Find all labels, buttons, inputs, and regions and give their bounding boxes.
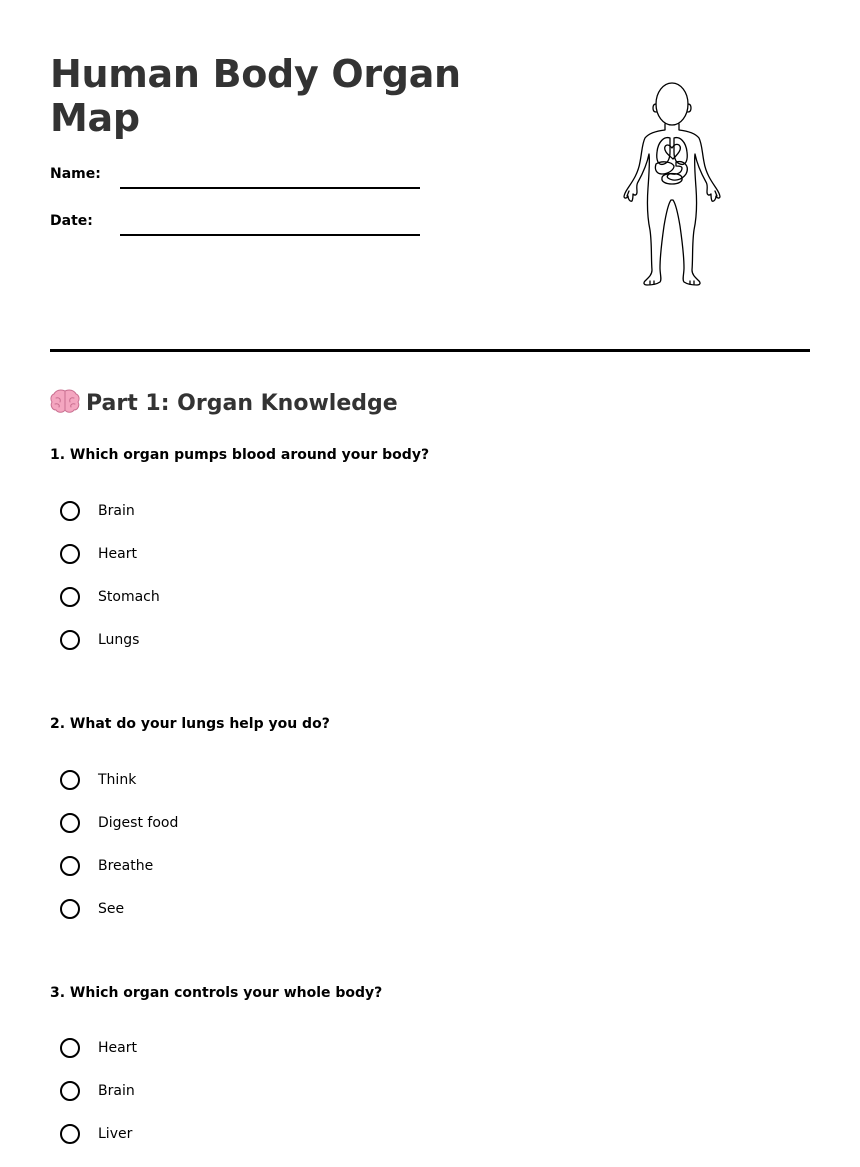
date-field xyxy=(50,207,420,237)
radio-button[interactable] xyxy=(60,501,80,521)
section-title-part-1 xyxy=(50,388,398,420)
question-3-options xyxy=(60,1038,360,1167)
radio-button[interactable] xyxy=(60,813,80,833)
question-3-option-2[interactable] xyxy=(60,1081,360,1124)
question-3 xyxy=(50,983,810,1142)
option-label: Digest food xyxy=(98,815,179,831)
question-1-option-3[interactable] xyxy=(60,587,360,630)
question-2 xyxy=(50,714,810,917)
option-label: Breathe xyxy=(98,858,154,874)
worksheet-title: Human Body Organ Map xyxy=(50,52,461,140)
option-label: See xyxy=(98,901,125,917)
question-2-option-4[interactable] xyxy=(60,899,360,942)
worksheet-header xyxy=(50,0,810,416)
question-1-option-4[interactable] xyxy=(60,630,360,673)
radio-button[interactable] xyxy=(60,1038,80,1058)
radio-button[interactable] xyxy=(60,856,80,876)
question-2-options xyxy=(60,770,360,942)
question-2-option-1[interactable] xyxy=(60,770,360,813)
question-1-option-1[interactable] xyxy=(60,501,360,544)
name-write-line[interactable] xyxy=(120,187,420,189)
date-label: Date: xyxy=(50,213,93,229)
human-body-illustration xyxy=(612,78,732,290)
section-title-text: Part 1: Organ Knowledge xyxy=(86,391,398,416)
question-1-option-2[interactable] xyxy=(60,544,360,587)
radio-button[interactable] xyxy=(60,630,80,650)
question-2-text: 2. What do your lungs help you do? xyxy=(50,716,330,732)
option-label: Heart xyxy=(98,546,137,562)
option-label: Brain xyxy=(98,1083,135,1099)
question-1 xyxy=(50,445,810,648)
brain-icon xyxy=(50,388,80,414)
radio-button[interactable] xyxy=(60,770,80,790)
radio-button[interactable] xyxy=(60,1081,80,1101)
option-label: Stomach xyxy=(98,589,160,605)
question-1-text: 1. Which organ pumps blood around your body? xyxy=(50,447,430,463)
option-label: Think xyxy=(98,772,137,788)
option-label: Brain xyxy=(98,503,135,519)
radio-button[interactable] xyxy=(60,544,80,564)
header-divider xyxy=(50,349,810,352)
question-2-option-3[interactable] xyxy=(60,856,360,899)
option-label: Liver xyxy=(98,1126,133,1142)
name-field xyxy=(50,160,420,190)
option-label: Heart xyxy=(98,1040,137,1056)
question-2-option-2[interactable] xyxy=(60,813,360,856)
option-label: Lungs xyxy=(98,632,140,648)
radio-button[interactable] xyxy=(60,1124,80,1144)
radio-button[interactable] xyxy=(60,587,80,607)
name-label: Name: xyxy=(50,166,101,182)
worksheet-page xyxy=(50,0,810,1142)
question-3-option-1[interactable] xyxy=(60,1038,360,1081)
radio-button[interactable] xyxy=(60,899,80,919)
question-3-text: 3. Which organ controls your whole body? xyxy=(50,985,383,1001)
question-1-options xyxy=(60,501,360,673)
date-write-line[interactable] xyxy=(120,234,420,236)
